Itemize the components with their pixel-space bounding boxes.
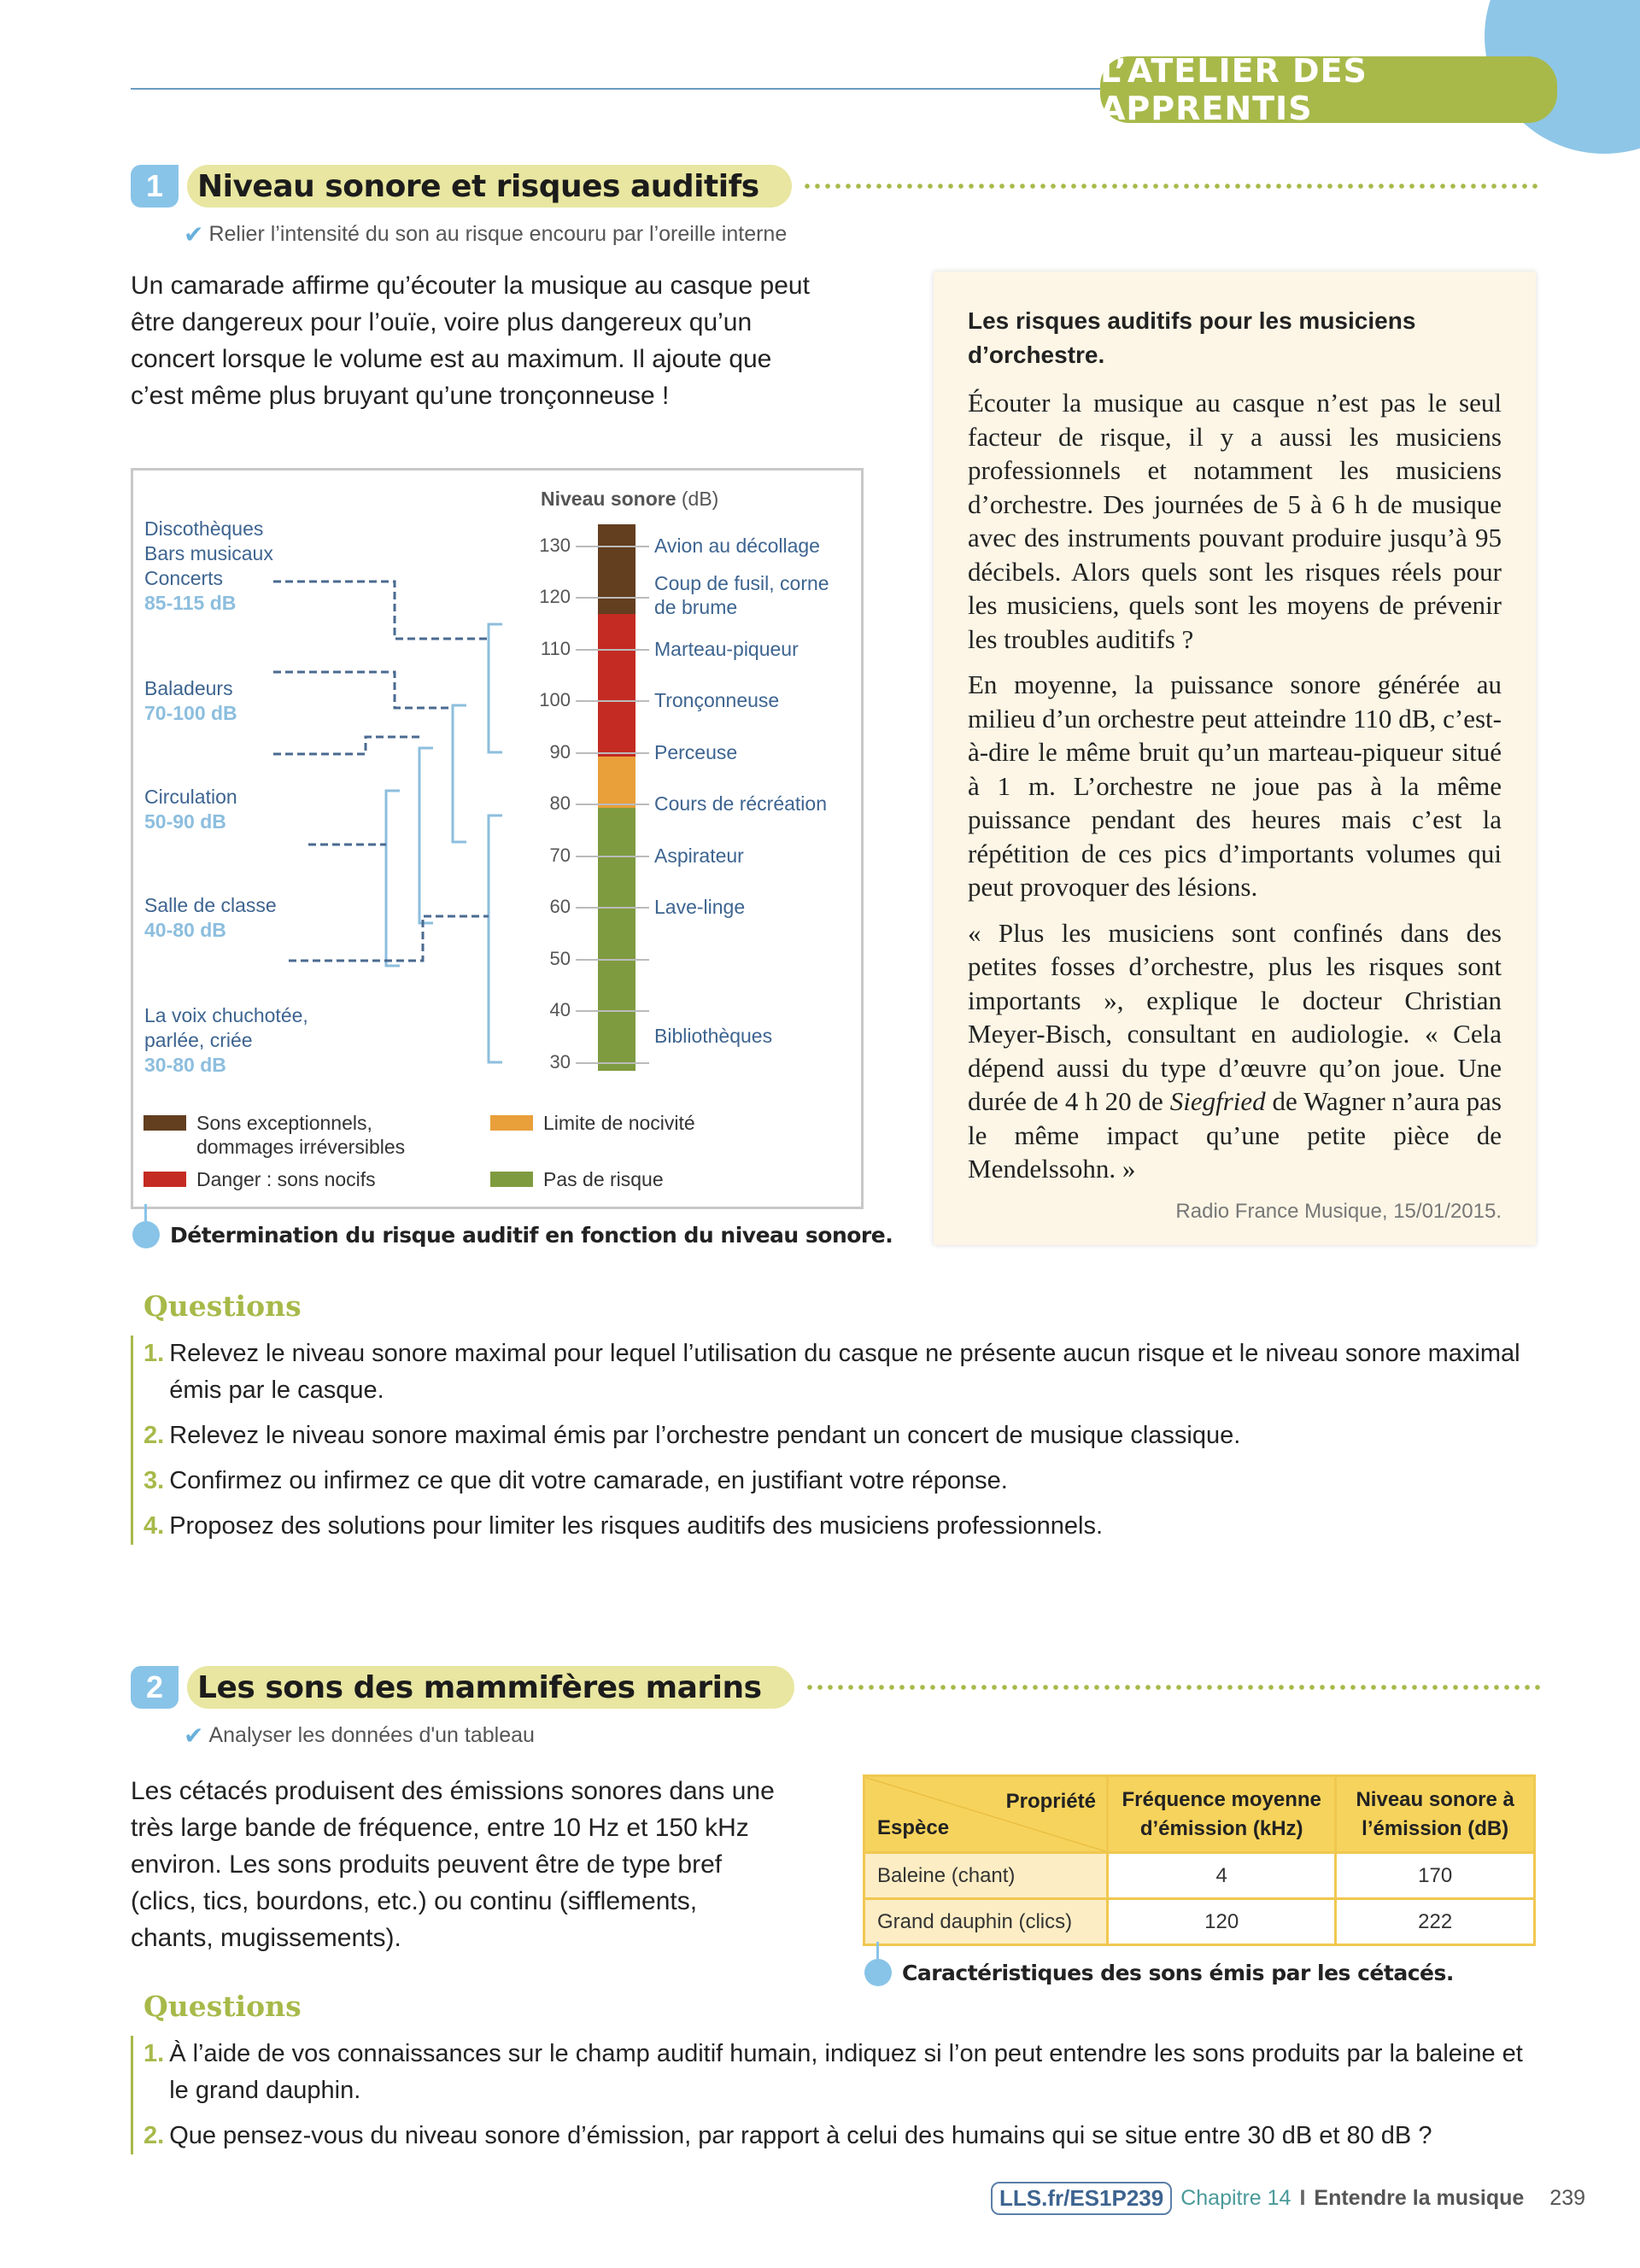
legend-swatch-green <box>490 1172 533 1187</box>
tick-50: 50 <box>549 948 571 969</box>
intro-line: Un camarade affirme qu’écouter la musique au casque peut <box>131 272 810 300</box>
frequency-cell: 4 <box>1108 1853 1336 1899</box>
intro-line: chants, mugissements). <box>131 1924 401 1952</box>
intro-line: être dangereux pour l’ouïe, voire plus dangereux qu’un <box>131 308 753 336</box>
column-header: Fréquence moyenne d’émission (kHz) <box>1108 1776 1336 1853</box>
legend-item <box>144 1111 468 1159</box>
intro-line: environ. Les sons produits peuvent être de type bref <box>131 1850 723 1879</box>
document-paragraph: Écouter la musique au casque n’est pas le seul facteur de risque, il y a aussi les musiciens professionnels et notamment les musiciens d’orchestre. Des journées de 5 à 6 h de musique avec des instruments pouvant produire jusqu’à 95 décibels. Alors quels sont les risques réels pour les musiciens, quels sont les moyens de prévenir les troubles auditifs ? <box>968 388 1502 654</box>
tick-120: 120 <box>539 586 571 607</box>
question-item <box>144 1463 1540 1499</box>
exercise-number: 2 <box>131 1666 179 1709</box>
level-cell: 170 <box>1336 1853 1535 1899</box>
source-line: parlée, criée <box>144 1029 253 1051</box>
legend-item <box>490 1167 664 1191</box>
example-label: Lave-linge <box>654 896 746 918</box>
example-label: Marteau-piqueur <box>654 638 799 660</box>
caption-bullet-icon <box>864 1959 892 1986</box>
example-label: Bibliothèques <box>654 1025 773 1047</box>
column-header: Niveau sonore à l’émission (dB) <box>1336 1776 1535 1853</box>
legend-swatch-orange <box>490 1115 533 1131</box>
legend-item <box>490 1111 695 1135</box>
question-text: Relevez le niveau sonore maximal émis par l’orchestre pendant un concert de musique classique. <box>169 1422 1241 1449</box>
source-line: Discothèques <box>144 517 264 540</box>
tick-110: 110 <box>540 638 571 659</box>
question-item <box>144 2036 1540 2109</box>
document-quote <box>968 916 1502 1186</box>
source-line: Bars musicaux <box>144 542 273 564</box>
source-line: Baladeurs <box>144 677 233 699</box>
questions-list <box>131 1336 1540 1545</box>
species-cell: Grand dauphin (clics) <box>864 1899 1108 1945</box>
source-line: Circulation <box>144 786 237 808</box>
source-circulation <box>144 785 237 834</box>
page-number: 239 <box>1549 2186 1586 2210</box>
caption-bullet-icon <box>132 1221 160 1248</box>
exercise-objective <box>184 220 787 248</box>
question-text: Confirmez ou infirmez ce que dit votre camarade, en justifiant votre réponse. <box>169 1467 1008 1494</box>
source-baladeurs <box>144 676 237 726</box>
example-label: Perceuse <box>654 741 738 763</box>
question-number: 1. <box>144 1340 165 1367</box>
example-label: Coup de fusil, corne de brume <box>654 572 829 618</box>
table-corner-header <box>864 1776 1108 1853</box>
tick-80: 80 <box>549 792 571 814</box>
exercise-2-header <box>131 1665 1540 1710</box>
chapter-number: Chapitre 14 <box>1180 2186 1292 2210</box>
resource-link[interactable]: LLS.fr/ES1P239 <box>991 2182 1172 2215</box>
question-item <box>144 1418 1540 1454</box>
table-row <box>864 1899 1535 1945</box>
level-cell: 222 <box>1336 1899 1535 1945</box>
source-line: Salle de classe <box>144 894 277 916</box>
question-text: À l’aide de vos connaissances sur le champ auditif humain, indiquez si l’on peut entendre les sons produits par la baleine et le grand dauphin. <box>169 2040 1523 2104</box>
source-salle-de-classe <box>144 893 277 943</box>
quote-text: « Plus les musiciens sont confinés dans des petites fosses d’orchestre, plus les risques sont importants », explique le docteur Christian Meyer-Bisch, consultant en audiologie. « Cela dépend aussi du type d’œuvre qu’on joue. Une durée de 4 h 20 de <box>968 917 1502 1116</box>
figure-caption <box>132 1221 893 1248</box>
objective-text: Analyser les données d'un tableau <box>208 1723 535 1747</box>
tick-40: 40 <box>549 999 571 1020</box>
example-label: Avion au décollage <box>654 535 820 557</box>
caption-text: Caractéristiques des sons émis par les cétacés. <box>902 1960 1454 1985</box>
question-text: Proposez des solutions pour limiter les risques auditifs des musiciens professionnels. <box>169 1512 1104 1540</box>
caption-text: Détermination du risque auditif en fonction du niveau sonore. <box>170 1222 893 1248</box>
tick-70: 70 <box>549 845 571 866</box>
source-line: Concerts <box>144 567 224 589</box>
tick-90: 90 <box>549 741 571 763</box>
tick-30: 30 <box>549 1051 571 1073</box>
exercise-intro <box>131 1773 775 1956</box>
intro-line: concert lorsque le volume est au maximum. Il ajoute que <box>131 345 772 373</box>
question-number: 2. <box>144 1422 165 1449</box>
question-text: Que pensez-vous du niveau sonore d’émission, par rapport à celui des humains qui se situe entre 30 dB et 80 dB ? <box>169 2122 1432 2149</box>
questions-title: Questions <box>144 1289 302 1323</box>
example-label: Cours de récréation <box>654 792 827 815</box>
source-voix <box>144 1003 308 1078</box>
example-label: Tronçonneuse <box>654 689 780 711</box>
exercise-title: Niveau sonore et risques auditifs <box>187 165 792 208</box>
quote-italic: Siegfried <box>1169 1086 1266 1116</box>
questions-title: Questions <box>144 1990 302 2023</box>
legend-swatch-brown <box>144 1115 186 1131</box>
scale-title <box>541 488 718 511</box>
chapter-title: Entendre la musique <box>1314 2186 1525 2210</box>
exercise-intro <box>131 267 810 414</box>
table-caption <box>864 1959 1454 1986</box>
legend-label: Pas de risque <box>543 1168 664 1190</box>
question-item <box>144 1508 1540 1545</box>
intro-line: c’est même plus bruyant qu’une tronçonneuse ! <box>131 382 670 410</box>
scale-title-bold: Niveau sonore <box>541 488 676 510</box>
quote-text: de Wagner n’aura pas le même impact qu’une petite pièce de Mendelssohn. » <box>968 1086 1502 1184</box>
cetacean-table <box>863 1774 1536 1946</box>
intro-line: très large bande de fréquence, entre 10 Hz et 150 kHz <box>131 1814 749 1842</box>
exercise-1-header <box>131 164 1540 208</box>
document-title: Les risques auditifs pour les musiciens d’orchestre. <box>968 307 1416 368</box>
checkmark-icon: ✔ <box>184 1722 204 1749</box>
exercise-objective <box>184 1721 535 1750</box>
checkmark-icon: ✔ <box>184 221 204 248</box>
source-range: 50-90 dB <box>144 810 226 833</box>
question-item <box>144 1336 1540 1409</box>
page-footer <box>991 2182 1585 2215</box>
table-header-row <box>864 1776 1535 1853</box>
source-range: 40-80 dB <box>144 919 226 941</box>
intro-line: (clics, tics, bourdons, etc.) ou continu (sifflements, <box>131 1887 698 1915</box>
corner-property: Propriété <box>1005 1790 1096 1813</box>
legend-item <box>144 1167 376 1191</box>
example-label: Aspirateur <box>654 845 744 867</box>
source-line: La voix chuchotée, <box>144 1004 308 1026</box>
question-number: 2. <box>144 2122 165 2149</box>
exercise-title: Les sons des mammifères marins <box>187 1666 794 1709</box>
source-range: 30-80 dB <box>144 1054 226 1076</box>
source-range: 85-115 dB <box>144 592 237 614</box>
question-number: 1. <box>144 2040 165 2067</box>
source-concerts <box>144 517 273 616</box>
legend-label: Limite de nocivité <box>543 1112 695 1134</box>
exercise-number: 1 <box>131 165 179 208</box>
document-source: Radio France Musique, 15/01/2015. <box>1175 1199 1502 1223</box>
species-cell: Baleine (chant) <box>864 1853 1108 1899</box>
question-item <box>144 2118 1540 2154</box>
question-text: Relevez le niveau sonore maximal pour lequel l’utilisation du casque ne présente aucun risque et le niveau sonore maximal émis par le casque. <box>169 1340 1520 1404</box>
question-number: 3. <box>144 1467 165 1494</box>
header-rule <box>131 88 1104 90</box>
section-banner: L’ATELIER DES APPRENTIS <box>1100 56 1557 123</box>
dotted-rule <box>802 184 1540 189</box>
objective-text: Relier l’intensité du son au risque encouru par l’oreille interne <box>208 222 788 246</box>
questions-list <box>131 2036 1540 2154</box>
legend-label: Danger : sons nocifs <box>196 1168 376 1190</box>
legend-label: Sons exceptionnels, dommages irréversibles <box>196 1112 406 1158</box>
legend-swatch-red <box>144 1172 186 1187</box>
intro-line: Les cétacés produisent des émissions sonores dans une <box>131 1777 775 1805</box>
sound-level-figure <box>131 468 864 1209</box>
document-box <box>934 272 1536 1245</box>
dotted-rule <box>805 1685 1540 1690</box>
tick-60: 60 <box>549 896 571 917</box>
tick-130: 130 <box>539 535 571 556</box>
document-paragraph: En moyenne, la puissance sonore générée au milieu d’un orchestre peut atteindre 110 dB, c’est-à-dire le même bruit qu’un marteau-piqueur situé à 1 m. L’orchestre ne joue pas à la même puissance pendant des heures mais c’est la répétition de ces pics d’importants volumes qui peut provoquer des lésions. <box>968 669 1502 902</box>
footer-separator: I <box>1299 2186 1306 2210</box>
frequency-cell: 120 <box>1108 1899 1336 1945</box>
corner-species: Espèce <box>877 1816 950 1839</box>
source-range: 70-100 dB <box>144 702 237 724</box>
scale-title-unit: (dB) <box>681 488 719 510</box>
question-number: 4. <box>144 1512 165 1540</box>
table-row <box>864 1853 1535 1899</box>
tick-100: 100 <box>539 689 571 710</box>
